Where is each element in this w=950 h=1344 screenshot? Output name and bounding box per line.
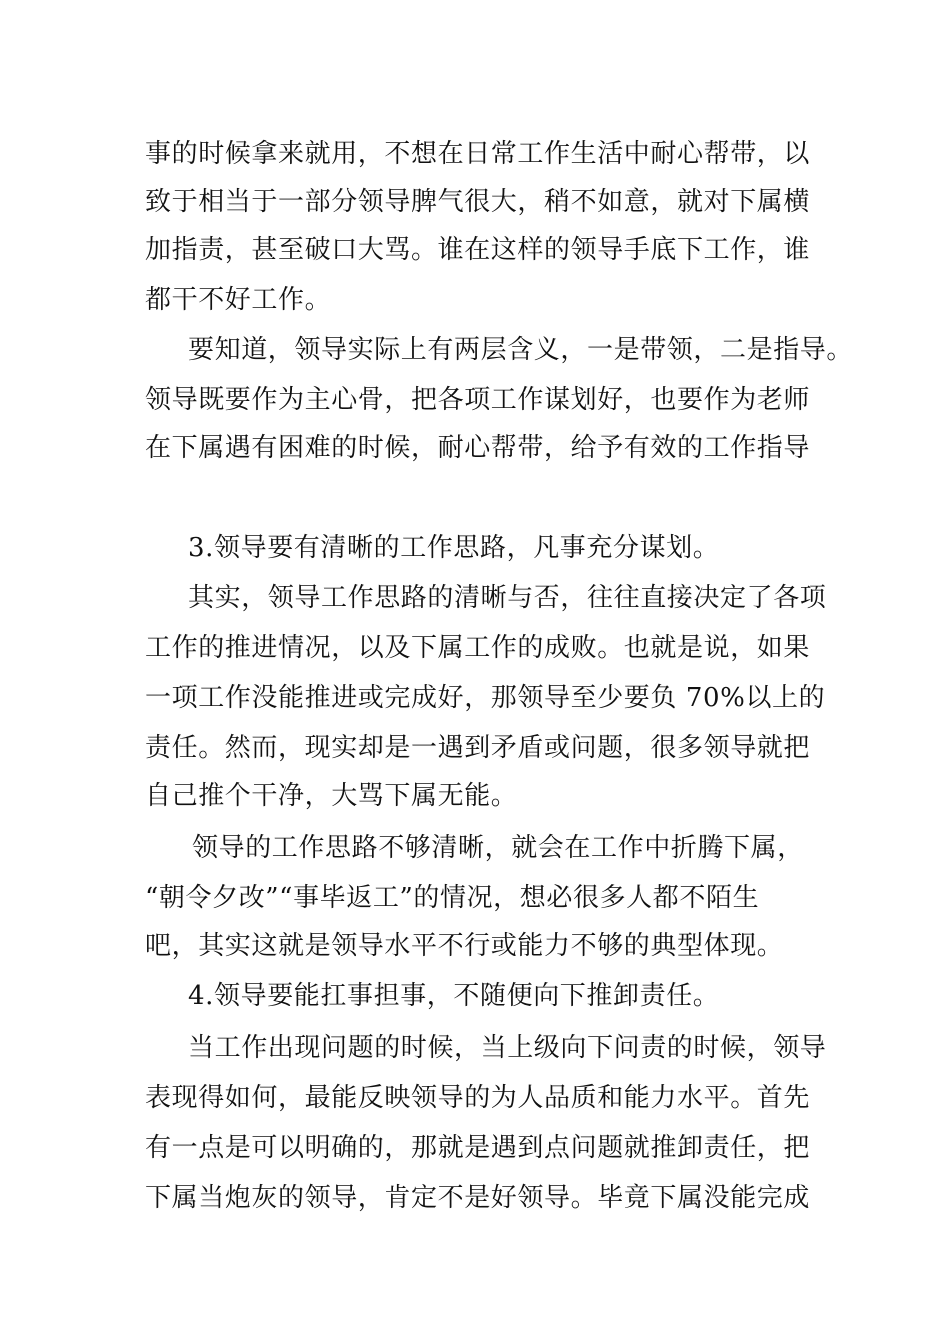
text-line: 一项工作没能推进或完成好，那领导至少要负 70%以上的 (145, 683, 826, 713)
text-line: 都干不好工作。 (145, 285, 332, 315)
text-line: 责任。然而，现实却是一遇到矛盾或问题，很多领导就把 (145, 733, 811, 763)
text-line: 有一点是可以明确的，那就是遇到点问题就推卸责任，把 (145, 1133, 811, 1163)
section-heading: 3.领导要有清晰的工作思路，凡事充分谋划。 (188, 533, 720, 563)
section-heading: 4.领导要能扛事担事，不随便向下推卸责任。 (188, 981, 720, 1011)
text-line: 加指责，甚至破口大骂。谁在这样的领导手底下工作，谁 (145, 235, 811, 265)
text-line: 其实，领导工作思路的清晰与否，往往直接决定了各项 (188, 583, 827, 613)
text-line: 在下属遇有困难的时候，耐心帮带，给予有效的工作指导 (145, 433, 811, 463)
text-line: 致于相当于一部分领导脾气很大，稍不如意，就对下属横 (145, 187, 811, 217)
text-line: 自己推个干净，大骂下属无能。 (145, 781, 518, 811)
text-line: 事的时候拿来就用，不想在日常工作生活中耐心帮带，以 (145, 139, 811, 169)
text-line: 要知道，领导实际上有两层含义，一是带领，二是指导。 (188, 335, 854, 365)
text-line: “朝令夕改”“事毕返工”的情况，想必很多人都不陌生 (145, 883, 760, 913)
text-line: 领导的工作思路不够清晰，就会在工作中折腾下属， (192, 833, 804, 863)
text-line: 领导既要作为主心骨，把各项工作谋划好，也要作为老师 (145, 385, 811, 415)
text-line: 吧，其实这就是领导水平不行或能力不够的典型体现。 (145, 931, 784, 961)
text-line: 表现得如何，最能反映领导的为人品质和能力水平。首先 (145, 1083, 811, 1113)
text-line: 当工作出现问题的时候，当上级向下问责的时候，领导 (188, 1033, 827, 1063)
text-line: 下属当炮灰的领导，肯定不是好领导。毕竟下属没能完成 (145, 1183, 811, 1213)
text-line: 工作的推进情况，以及下属工作的成败。也就是说，如果 (145, 633, 811, 663)
